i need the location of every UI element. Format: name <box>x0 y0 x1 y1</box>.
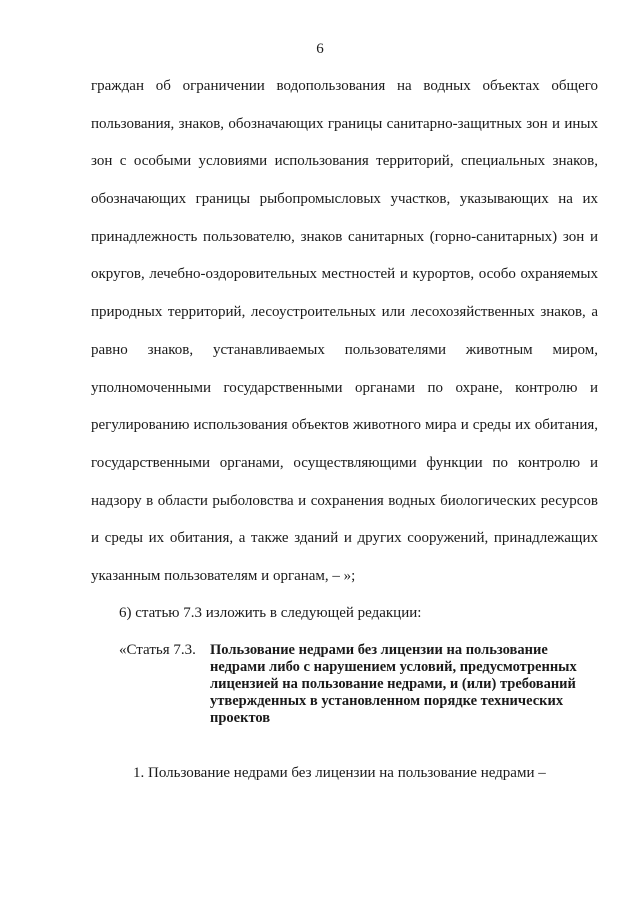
text-line: регулированию использования объектов животного мира и среды их обитания, <box>91 417 598 434</box>
article-title-line: Пользование недрами без лицензии на пользование <box>210 642 548 658</box>
article-title-line: проектов <box>210 710 271 726</box>
text-line: пользования, знаков, обозначающих границы санитарно-защитных зон и иных <box>91 115 598 132</box>
text-line: уполномоченными государственными органами по охране, контролю и <box>91 379 598 396</box>
text-line: указанным пользователям и органам, – »; <box>91 567 356 584</box>
article-title <box>210 642 615 727</box>
text-line: государственными органами, осуществляющими функции по контролю и <box>91 454 598 471</box>
article-title-line: лицензией на пользование недрами, и (или) требований <box>210 676 576 692</box>
page-number: 6 <box>316 41 324 57</box>
article-title-line: утвержденных в установленном порядке технических <box>210 693 564 709</box>
article-point-1: 1. Пользование недрами без лицензии на пользование недрами – <box>133 765 546 781</box>
text-line: принадлежность пользователю, знаков санитарных (горно-санитарных) зон и <box>91 228 598 245</box>
article-title-line: недрами либо с нарушением условий, предусмотренных <box>210 659 577 675</box>
amendment-item-6: 6) статью 7.3 изложить в следующей редакции: <box>119 605 422 621</box>
text-line: зон с особыми условиями использования территорий, специальных знаков, <box>91 153 598 170</box>
body-paragraph <box>91 72 598 600</box>
article-number: «Статья 7.3. <box>119 642 196 658</box>
text-line: округов, лечебно-оздоровительных местностей и курортов, особо охраняемых <box>91 266 598 283</box>
text-line: граждан об ограничении водопользования на водных объектах общего <box>91 78 598 94</box>
text-line: обозначающих границы рыбопромысловых участков, указывающих на их <box>91 191 598 208</box>
text-line: надзору в области рыболовства и сохранения водных биологических ресурсов <box>91 492 598 509</box>
text-line: равно знаков, устанавливаемых пользователями животным миром, <box>91 341 598 358</box>
text-line: и среды их обитания, а также зданий и других сооружений, принадлежащих <box>91 530 598 547</box>
text-line: природных территорий, лесоустроительных или лесохозяйственных знаков, а <box>91 304 598 321</box>
